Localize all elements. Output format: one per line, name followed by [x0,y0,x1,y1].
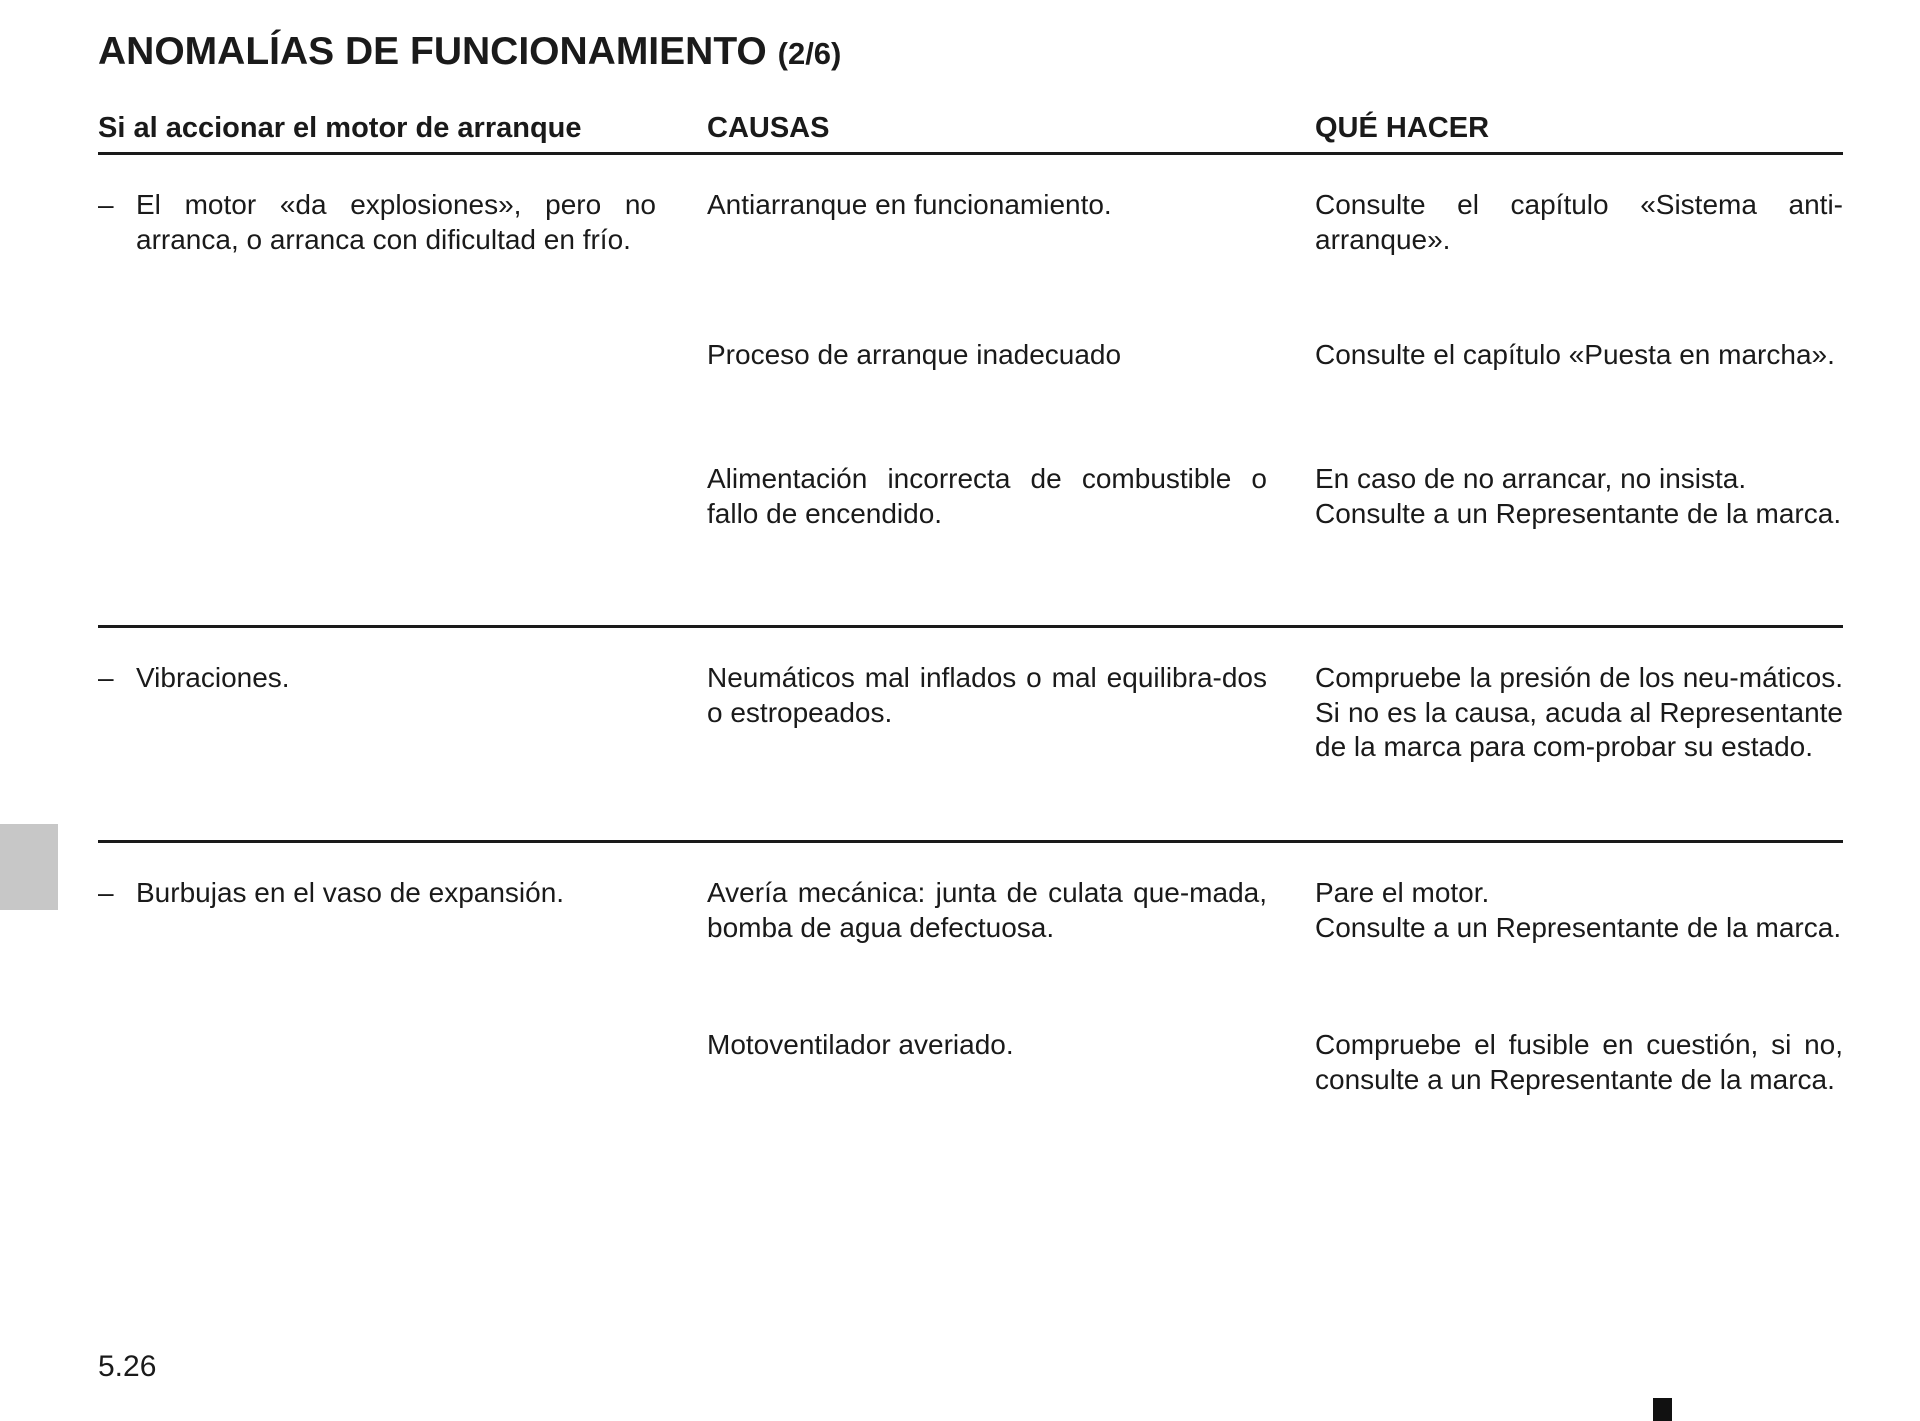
symptom-text: Burbujas en el vaso de expansión. [136,877,565,908]
header-symptom: Si al accionar el motor de arranque [98,112,582,144]
action-line: Pare el motor. [1315,877,1490,908]
cause-cell: Proceso de arranque inadecuado [707,339,1122,370]
cause-cell: Neumáticos mal inflados o mal equilibra-dos o estropeados. [707,662,1267,728]
page-title [98,30,841,74]
action-cell: Compruebe el fusible en cuestión, si no, consulte a un Representante de la marca. [1315,1029,1843,1095]
header-actions: QUÉ HACER [1315,112,1490,144]
action-cell: Compruebe la presión de los neu-máticos. Si no es la causa, acuda al Representante de la marca para com-probar su estado. [1315,662,1843,762]
bullet-dash: – [98,662,114,693]
cause-cell: Motoventilador averiado. [707,1029,1014,1060]
chapter-tab-marker [0,824,58,910]
page-number: 5.26 [98,1350,157,1383]
action-cell: Consulte el capítulo «Puesta en marcha». [1315,339,1835,370]
page-corner-mark [1653,1398,1672,1421]
cause-cell: Avería mecánica: junta de culata que-mada, bomba de agua defectuosa. [707,877,1267,943]
table-group [98,155,1843,625]
header-causes: CAUSAS [707,112,830,144]
cause-cell: Antiarranque en funcionamiento. [707,189,1112,220]
action-line: En caso de no arrancar, no insista. [1315,463,1747,494]
title-main: ANOMALÍAS DE FUNCIONAMIENTO [98,30,767,73]
action-cell: Consulte el capítulo «Sistema anti-arranque». [1315,189,1843,255]
symptom-cell [98,188,656,257]
table-header [98,112,1843,155]
bullet-dash: – [98,877,114,908]
table-group [98,625,1843,840]
bullet-dash: – [98,189,114,220]
cause-cell: Alimentación incorrecta de combustible o fallo de encendido. [707,463,1267,529]
symptom-cell [98,876,656,911]
troubleshooting-table [98,112,1843,1143]
action-line: Consulte a un Representante de la marca. [1315,497,1842,529]
table-group [98,840,1843,1143]
action-line: Consulte a un Representante de la marca. [1315,911,1842,943]
symptom-text: Vibraciones. [136,662,290,693]
symptom-cell [98,661,656,696]
action-cell [1315,462,1843,531]
title-part: (2/6) [777,36,842,71]
symptom-text: El motor «da explosiones», pero no arranca, o arranca con dificultad en frío. [136,189,656,255]
action-cell [1315,876,1843,945]
